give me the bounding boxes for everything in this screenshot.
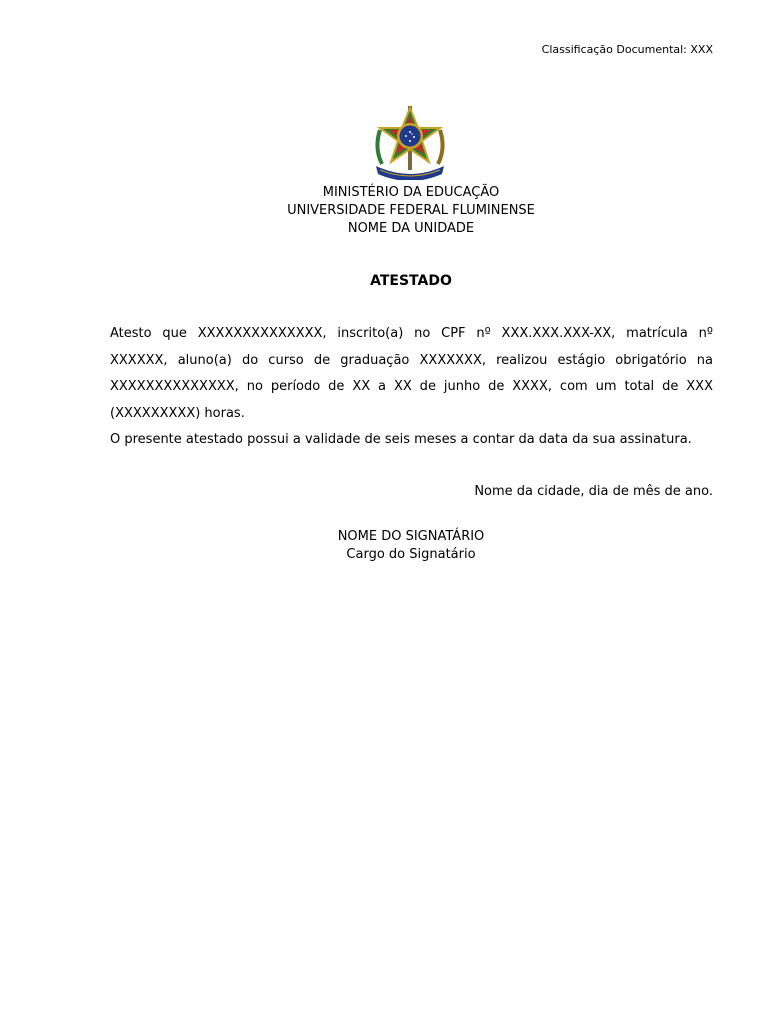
signatory-role: Cargo do Signatário <box>346 546 476 562</box>
signatory-name: NOME DO SIGNATÁRIO <box>337 529 485 544</box>
signature-block <box>0 528 768 563</box>
document-title: ATESTADO <box>370 273 452 289</box>
university-name: UNIVERSIDADE FEDERAL FLUMINENSE <box>287 203 535 218</box>
body-paragraph-2: O presente atestado possui a validade de seis meses a contar da data da sua assinatura. <box>110 432 692 447</box>
institution-header <box>0 184 768 238</box>
unit-name: NOME DA UNIDADE <box>347 221 475 236</box>
body-paragraph-1: Atesto que XXXXXXXXXXXXXX, inscrito(a) no CPF nº XXX.XXX.XXX-XX, matrícula nº XXXXXX, aluno(a) do curso de graduação XXXXXXX, realizou estágio obrigatório na XXXXXXXXXXXXXX, no período de XX a XX de junho de XXXX, com um total de XXX (XXXXXXXXX) horas. <box>110 326 713 421</box>
brazil-coat-of-arms-icon <box>368 104 452 180</box>
place-and-date: Nome da cidade, dia de mês de ano. <box>474 484 713 499</box>
ministry-name: MINISTÉRIO DA EDUCAÇÃO <box>322 185 500 200</box>
classification-label: Classificação Documental: XXX <box>541 43 713 56</box>
